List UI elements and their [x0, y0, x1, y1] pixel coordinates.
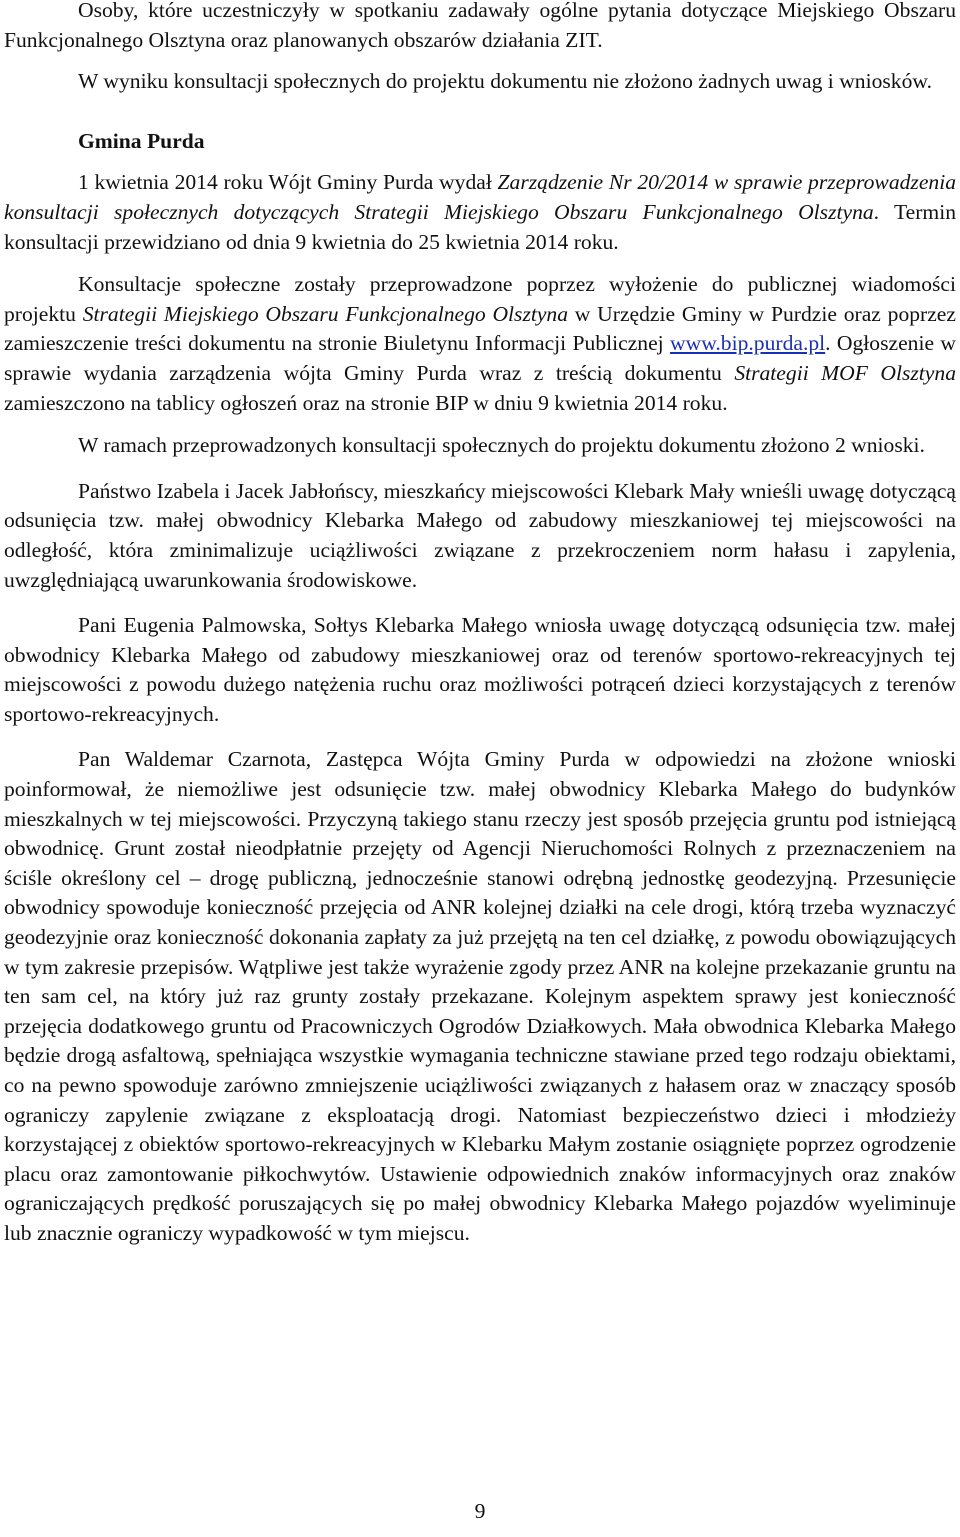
- ordinance-text-a: 1 kwietnia 2014 roku Wójt Gminy Purda wydał: [78, 170, 498, 195]
- method-text-c: w Urzędzie Gminy w Purdzie oraz poprzez zamieszczenie treści dokumentu na stronie Biuletynu Informacji Publicznej: [4, 301, 956, 356]
- ordinance-title: Zarządzenie Nr 20/2014 w sprawie przeprowadzenia konsultacji społecznych dotyczących Strategii Miejskiego Obszaru Funkcjonalnego Olsztyna: [4, 170, 956, 224]
- method-text-d: . Ogłoszenie w sprawie wydania zarządzenia wójta Gminy Purda wraz z treścią dokumentu: [4, 331, 956, 385]
- method-text-a: Konsultacje społeczne zostały przeprowadzone poprzez wyłożenie do publicznej wiadomości projektu: [4, 272, 956, 326]
- paragraph-no-remarks: W wyniku konsultacji społecznych do projektu dokumentu nie złożono żadnych uwag i wniosków.: [78, 69, 932, 94]
- page-number: 9: [474, 1499, 486, 1523]
- strategy-mof-title: Strategii MOF Olsztyna: [734, 360, 956, 385]
- paragraph-consultation-method: [4, 270, 956, 418]
- method-text-f: zamieszczono na tablicy ogłoszeń oraz na stronie BIP w dniu 9 kwietnia 2014 roku.: [4, 390, 728, 415]
- paragraph-submitted-requests: W ramach przeprowadzonych konsultacji społecznych do projektu dokumentu złożono 2 wnioski.: [78, 433, 925, 458]
- paragraph-response-czarnota: Pan Waldemar Czarnota, Zastępca Wójta Gminy Purda w odpowiedzi na złożone wnioski poinformował, że niemożliwe jest odsunięcie tzw. małej obwodnicy Klebarka Małego do budynków mieszkalnych w tej miejscowości. Przyczyną takiego stanu rzeczy jest sposób przejęcia gruntu pod istniejącą obwodnicę. Grunt został nieodpłatnie przejęty od Agencji Nieruchomości Rolnych z przeznaczeniem na ściśle określony cel – drogę publiczną, jednocześnie stanowi odrębną jednostkę geodezyjną. Przesunięcie obwodnicy spowoduje konieczność przejęcia od ANR kolejnej działki na cele drogi, którą trzeba wyznaczyć geodezyjnie oraz konieczność dokonania zapłaty za już przejętą na ten cel działkę, z powodu obowiązujących w tym zakresie przepisów. Wątpliwe jest także wyrażenie zgody przez ANR na kolejne przekazanie gruntu na ten sam cel, na który już raz grunty zostały przekazane. Kolejnym aspektem sprawy jest konieczność przejęcia dodatkowego gruntu od Pracowniczych Ogrodów Działkowych. Mała obwodnica Klebarka Małego będzie drogą asfaltową, spełniająca wszystkie wymagania techniczne stawiane przed tego rodzaju obiektami, co na pewno spowoduje zarówno zmniejszenie uciążliwości związanych z hałasem oraz w znaczący sposób ograniczy zapylenie związane z eksploatacją drogi. Natomiast bezpieczeństwo dzieci i młodzieży korzystającej z obiektów sportowo-rekreacyjnych w Klebarku Małym zostanie osiągnięte poprzez ogrodzenie placu oraz zamontowanie piłkochwytów. Ustawienie odpowiednich znaków informacyjnych oraz znaków ograniczających prędkość poruszających się po małej obwodnicy Klebarka Małego pojazdów wyeliminuje lub znacznie ograniczy wypadkowość w tym miejscu.: [4, 747, 956, 1245]
- paragraph-ordinance: [4, 168, 956, 257]
- ordinance-text-c: . Termin konsultacji przewidziano od dnia 9 kwietnia do 25 kwietnia 2014 roku.: [4, 199, 956, 254]
- document-page: [4, 0, 956, 1249]
- paragraph-request-palmowska: Pani Eugenia Palmowska, Sołtys Klebarka Małego wniosła uwagę dotyczącą odsunięcia tzw. małej obwodnicy Klebarka Małego od zabudowy mieszkaniowej oraz od terenów sportowo-rekreacyjnych tej miejscowości z powodu dużego natężenia ruchu oraz możliwości potrąceń dzieci korzystających z terenów sportowo-rekreacyjnych.: [4, 613, 956, 726]
- paragraph-request-jablonscy: Państwo Izabela i Jacek Jabłońscy, mieszkańcy miejscowości Klebark Mały wnieśli uwagę dotyczącą odsunięcia tzw. małej obwodnicy Klebarka Małego od zabudowy mieszkaniowej tej miejscowości na odległość, która zminimalizuje uciążliwości związane z przekroczeniem norm hałasu i zapylenia, uwzględniającą uwarunkowania środowiskowe.: [4, 478, 956, 592]
- strategy-title: Strategii Miejskiego Obszaru Funkcjonalnego Olsztyna: [82, 301, 569, 326]
- paragraph-meeting-questions: Osoby, które uczestniczyły w spotkaniu zadawały ogólne pytania dotyczące Miejskiego Obszaru Funkcjonalnego Olsztyna oraz planowanych obszarów działania ZIT.: [4, 0, 956, 52]
- section-heading: Gmina Purda: [78, 128, 205, 153]
- bip-link[interactable]: www.bip.purda.pl: [670, 331, 826, 356]
